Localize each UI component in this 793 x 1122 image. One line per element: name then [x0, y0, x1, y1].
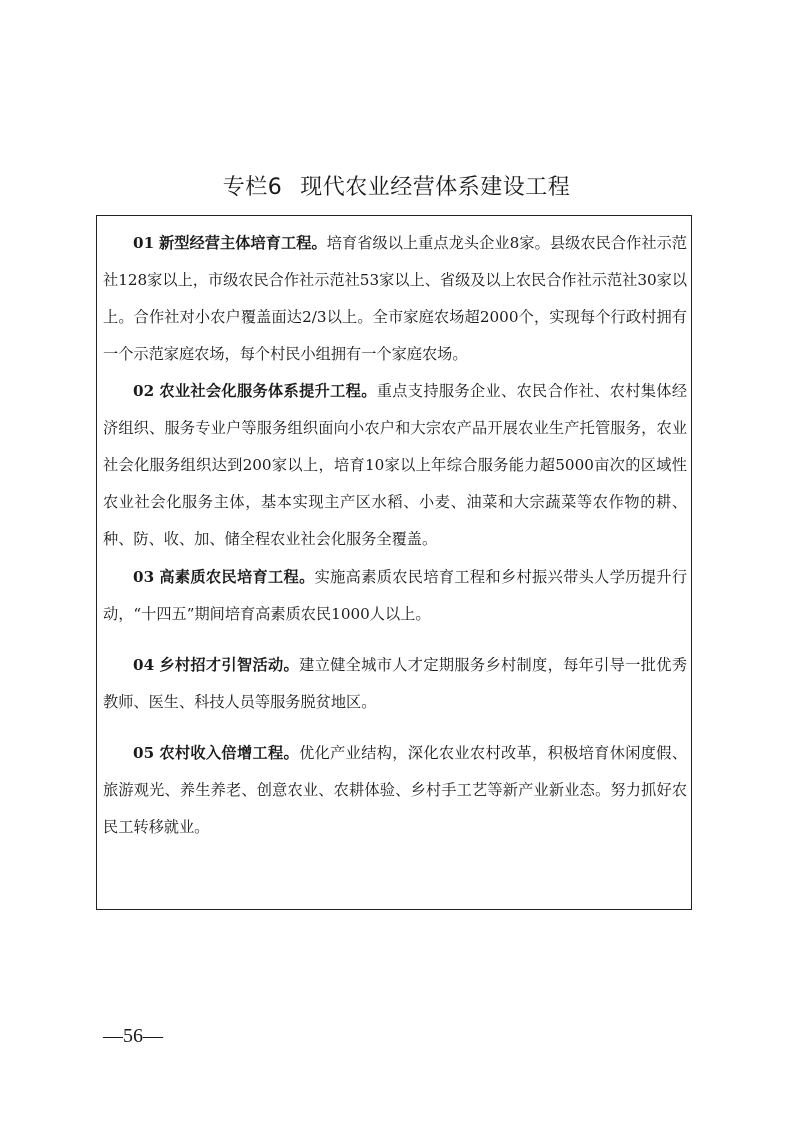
item-body: 建立健全城市人才定期服务乡村制度，每年引导一批优秀教师、医生、科技人员等服务脱贫地区。 [103, 656, 688, 711]
item-number: 02 [133, 382, 155, 400]
item-number: 01 [133, 234, 155, 252]
item-heading: 高素质农民培育工程。 [159, 568, 315, 586]
item-heading: 农业社会化服务体系提升工程。 [159, 382, 377, 400]
section-title [0, 170, 793, 201]
item-heading: 乡村招才引智活动。 [159, 656, 300, 674]
item-03 [103, 559, 687, 633]
page-number: —56— [103, 1025, 163, 1047]
item-body: 重点支持服务企业、农民合作社、农村集体经济组织、服务专业户等服务组织面向小农户和大宗农产品开展农业生产托管服务，农业社会化服务组织达到200家以上，培育10家以上年综合服务能力超5000亩次的区域性农业社会化服务主体，基本实现主产区水稻、小麦、油菜和大宗蔬菜等农作物的耕、种、防、收、加、储全程农业社会化服务全覆盖。 [103, 382, 688, 548]
item-number: 04 [133, 656, 155, 674]
item-05 [103, 735, 687, 846]
section-title-text: 现代农业经营体系建设工程 [300, 175, 571, 200]
content-box [96, 215, 692, 910]
item-02 [103, 373, 687, 558]
item-number: 03 [133, 568, 155, 586]
item-heading: 新型经营主体培育工程。 [159, 234, 327, 252]
section-label: 专栏6 [222, 175, 283, 200]
item-body: 优化产业结构，深化农业农村改革，积极培育休闲度假、旅游观光、养生养老、创意农业、农耕体验、乡村手工艺等新产业新业态。努力抓好农民工转移就业。 [103, 744, 688, 836]
item-body: 培育省级以上重点龙头企业8家。县级农民合作社示范社128家以上，市级农民合作社示范社53家以上、省级及以上农民合作社示范社30家以上。合作社对小农户覆盖面达2/3以上。全市家庭农场超2000个，实现每个行政村拥有一个示范家庭农场，每个村民小组拥有一个家庭农场。 [103, 234, 688, 363]
item-01 [103, 225, 687, 373]
item-04 [103, 647, 687, 721]
item-heading: 农村收入倍增工程。 [159, 744, 300, 762]
item-body: 实施高素质农民培育工程和乡村振兴带头人学历提升行动，“十四五”期间培育高素质农民1000人以上。 [103, 568, 688, 623]
item-number: 05 [133, 744, 155, 762]
